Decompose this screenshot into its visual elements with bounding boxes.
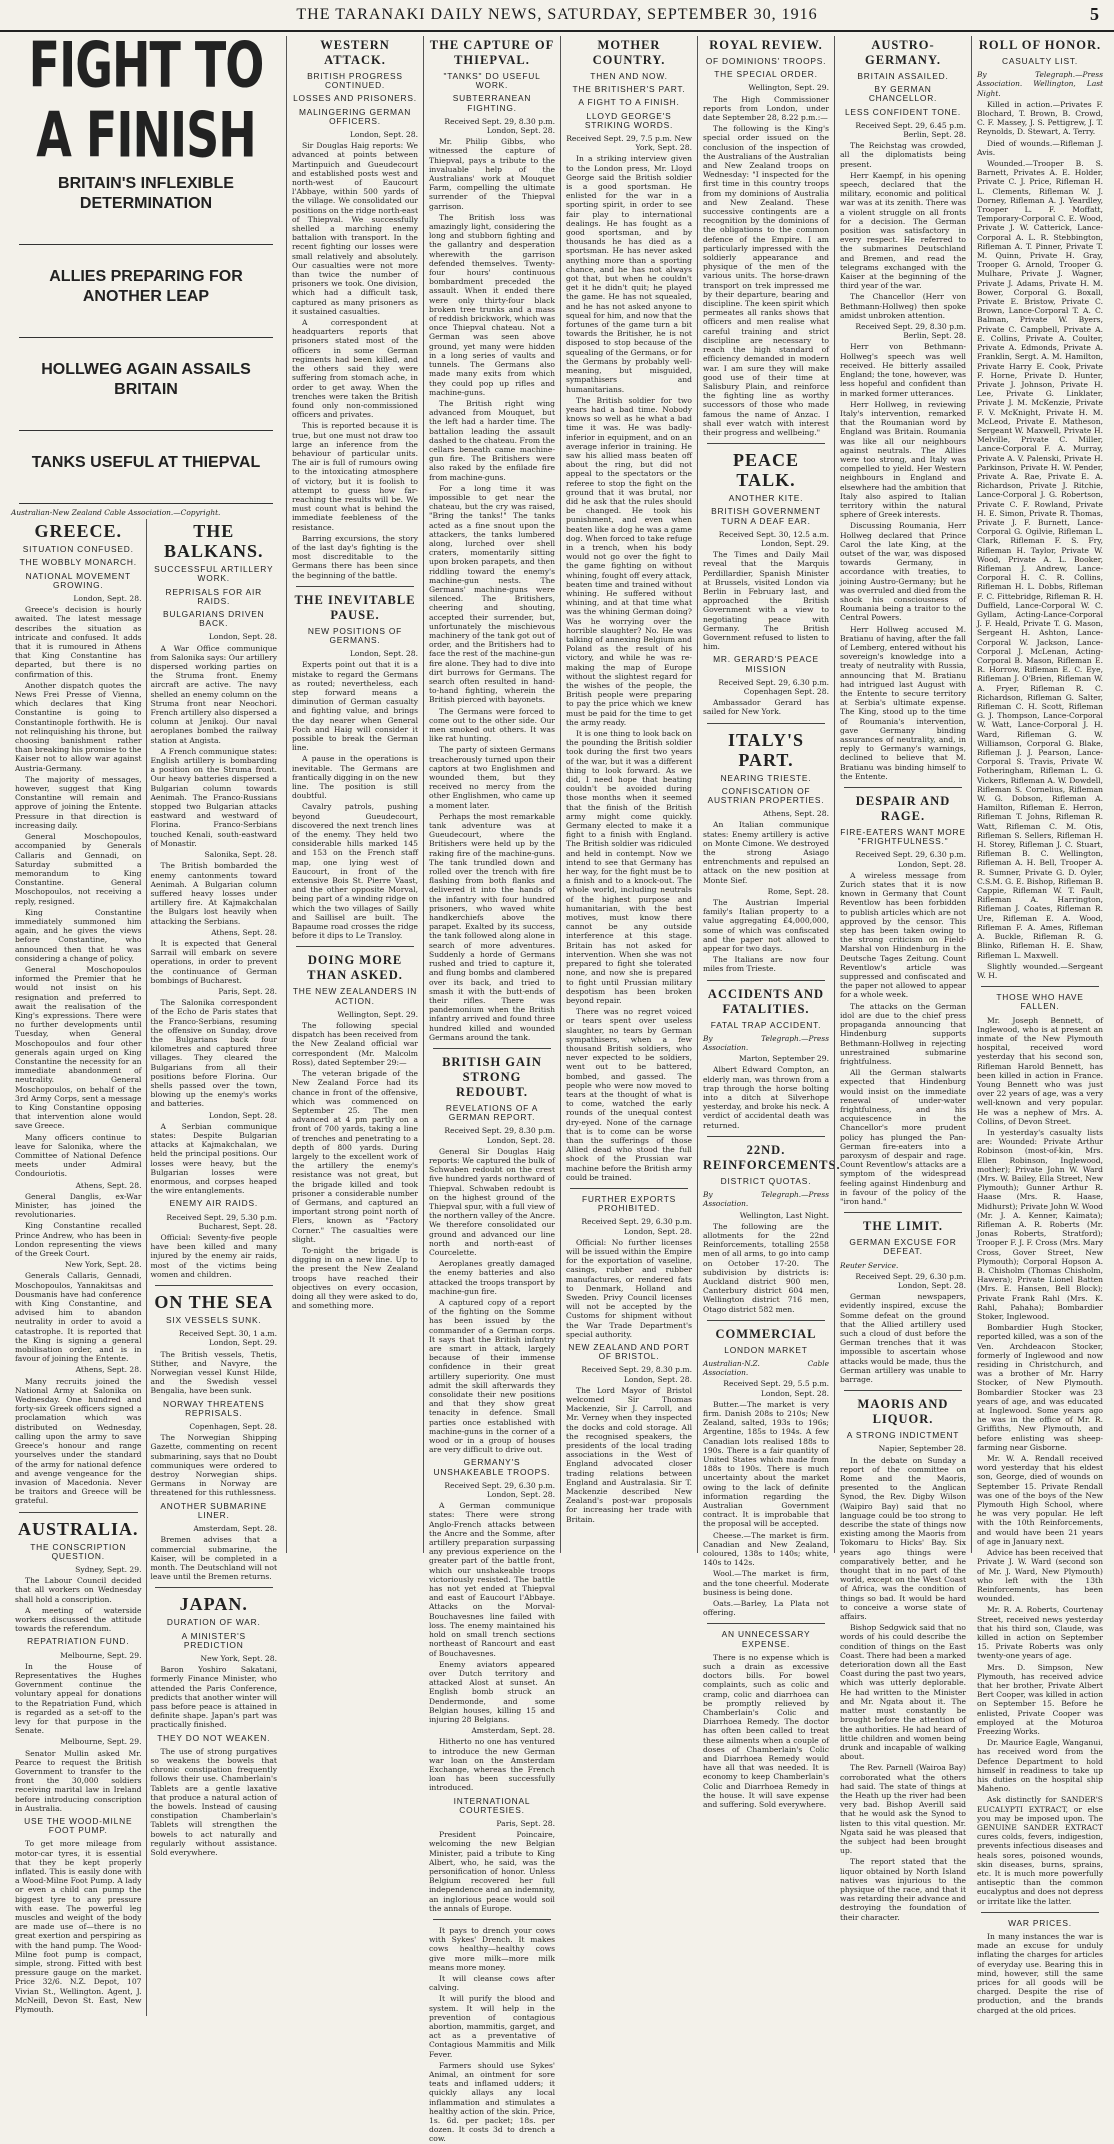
banner-rule xyxy=(19,337,273,338)
article-paragraph: The Austrian Imperial family's Italian property to a value aggregating £4,000,000, some of which was confiscated and the paper not allowed to appear for two days. xyxy=(703,898,829,954)
dateline: Melbourne, Sept. 29. xyxy=(60,1737,142,1747)
article-paragraph: General Moschopoulos informed the Premier that he would not insist on his resignation and preferred to await the realisation of the King's expressions. There were no further developments until Tuesday, when General Moschopoulos and four other generals again urged on King Constantine the necessity for an immediate abandonment of neutrality. General Moschopoulos, on behalf of the 3rd Army Corps, sent a message to King Constantine opposing that intervention alone would save Greece. xyxy=(15,964,142,1131)
dateline: Received Sept. 29, 6.30 p.m. London, Sept. 28. xyxy=(855,1271,966,1290)
article-paragraph: The British soldier for two years had a bad time. Nobody knows so well as he what a bad time it was. He was badly-inferior in equipment, and on an average inferior in training. He saw his allied mass beaten off about the ring, but did not appeal to the spectators or the referee to stop the fight on the ground that it was brutal, nor did he ask that the rules should be changed. He took his punishment, and even when beaten like a dog he was a game dog. When forced to take refuge in a trench, when his body would not go over the fight to the game fighting on without whining, fought off every attack, beaten time and trained without whining. He suffered without whining, and at that time what was the whining German doing? Was he worrying over the horrible slaughter? No. He was talking of annexing Belgium and Poland as the result of his victory, and while he was re-making the map of Europe without the slightest regard for the wishes of the people, the British people were preparing to pay the price which we knew must be paid for the time to get the army ready. xyxy=(566,395,692,727)
article-paragraph: Official: Seventy-five people have been killed and many injured by the enemy air raids, most of the victims being women and children. xyxy=(150,1233,277,1279)
article-paragraph: Cavalry patrols, pushing beyond Gueudecourt, discovered the next trench lines of the enemy. They held two considerable hills marked 145 and 153 on the French staff map, one lying west of Eaucourt, in front of the extensive Bois St. Pierre Vaast, and the other opposite Morval, being part of a winding ridge on which the two villages of Sailly and Saillisel are built. The Bapaume road crosses the ridge before it dips to Le Transloy. xyxy=(292,802,418,941)
western-sub-2: LOSSES AND PRISONERS. xyxy=(293,93,417,104)
article-paragraph: The following is the King's special order issued on the conclusion of the inspection of the Australians of the Australian and New Zealand troops on Wednesday: "I inspected for the first time in this country troops from my dominions of Australia and New Zealand. These successive contingents are a recognition by the dominions of the obligations to the common defence of the Empire. I am particularly impressed with the soldierly appearance and physique of the men of the various units. The horse-drawn transport on trek impressed me by their departure, bearing and discipline. The keen spirit which permeates all ranks shows that officers and men realise what careful training and strict discipline are necessary to reach the high standard of efficiency demanded in modern war. I am sure they will make good use of their time at Salisbury Plain, and reinforce the fighting line as worthy successors of those who made famous the name of Anzac. I shall ever watch with interest their progress and wellbeing." xyxy=(703,124,829,437)
dateline: Wellington, Sept. 29. xyxy=(337,1009,418,1019)
article-paragraph: Mrs. D. Simpson, New Plymouth, has received advice that her brother, Private Albert Bert Cooper, was killed in action on September 15. Before he enlisted, Private Cooper was employed at the Moturoa Freezing Works. xyxy=(977,1662,1103,1736)
dateline: Marton, September 29. xyxy=(738,1054,829,1064)
article-paragraph: To-night the brigade is digging in on a new line. Up to the present the New Zealand troops have reached their objectives on every occasion, doing all they were asked to do, and something more. xyxy=(292,1245,418,1311)
article-paragraph: Oats.—Barley, La Plata not offering. xyxy=(703,1599,829,1618)
article-paragraph: There was no regret voiced or tears spent over useless slaughter, no tears by German sympathisers, when a few thousand British soldiers, who never expected to be soldiers, went out to be battered, bombed, and gassed. The people who were now moved to tears at the thought of what is to come, watched the early rounds of the unequal contest dry-eyed. None of the carnage that is to come can be worse than the sufferings of those Allied dead who stood the full shock of the Prussian war machine before the British army could be trained. xyxy=(566,1007,692,1182)
page-number: 5 xyxy=(1090,4,1100,24)
article-paragraph: Herr Hollweg, in reviewing Italy's intervention, remarked that the Roumanian word by England was Britain. Roumania was like all our neighbours against neutrals. The Allies were too strong, and Italy was compelled to yield. Her Western neighbours in England and elsewhere had the ambition that Italy also aspired to Italian territory within the natural sphere of Greek interests. xyxy=(840,399,966,520)
peace-sub-1: ANOTHER KITE. xyxy=(728,493,804,504)
article-paragraph: President Poincaire, welcoming the new Belgian Minister, paid a tribute to King Albert, who, he said, was the personification of honor. Unless Belgium recovered her full independence and an indemnity, an inglorious peace would soil the annals of Europe. xyxy=(429,1830,555,1913)
commercial-title: COMMERCIAL xyxy=(715,1326,817,1341)
accidents-title: ACCIDENTS AND FATALITIES. xyxy=(707,986,825,1016)
masthead-title: THE TARANAKI DAILY NEWS, SATURDAY, SEPTEMBER 30, 1916 xyxy=(296,6,818,23)
japan-title: JAPAN. xyxy=(179,1594,248,1615)
roll-title: ROLL OF HONOR. xyxy=(978,38,1102,52)
article-paragraph: Hitherto no one has ventured to introduce the new German war loan on the Amsterdam Exchange, whereas the French loan has been successfully introduced. xyxy=(429,1737,555,1793)
article-paragraph: Greece's decision is hourly awaited. The latest message describes the situation as intricate and confused. It adds that it is rumoured in Athens that King Constantine has departed, but there is no confirmation of this. xyxy=(15,605,142,679)
dateline: London, Sept. 28. xyxy=(349,649,418,659)
casualty-paragraph: Slightly wounded.—Sergeant W. H. xyxy=(977,961,1103,980)
column-mother-country xyxy=(560,36,697,1553)
dateline: Athens, Sept. 28. xyxy=(763,809,829,819)
article-paragraph: The use of strong purgatives so weakens the bowels that chronic constipation frequently follows their use. Chamberlain's Tablets are a gentle laxative that produce a natural action of the bowels. Instead of causing constipation Chamberlain's Tablets will strengthen the bowels to act naturally and regularly without assistance. Sold everywhere. xyxy=(150,1746,277,1857)
article-paragraph: Many recruits joined the National Army at Salonika on Wednesday. One hundred and forty-six Greek officers signed a proclamation which was distributed on Wednesday, calling upon the army to save Greece's honour and range yourselves under the standard of the army for national defence and avenge vengeance for the invasion of Macedonia. Never be traitors and Greece will be grateful. xyxy=(15,1376,142,1506)
banner-sub-3: HOLLWEG AGAIN ASSAILS BRITAIN xyxy=(41,361,251,398)
divider xyxy=(707,723,825,724)
limit-sub-1: GERMAN EXCUSE FOR DEFEAT. xyxy=(849,1237,957,1257)
article-paragraph: In the debate on Sunday a report of the committee on Rome and the Maoris, presented to the Anglican Synod, the Rev. Digby Wilson (Waipiro Bay) said that no language could be too strong to describe the state of things now existing among the Maoris from Tokomaru to Hicks' Bay. Six years ago things were comparatively better, and he thought that in no part of the world, except on the West Coast of Africa, was the condition of things so bad. It would be hard to conceive a worse state of affairs. xyxy=(840,1455,966,1622)
article-paragraph: The British right wing advanced from Mouquet, but the left had a harder time. The battalion leading the assault dashed to the chateau. From the cellars beneath came machine-gun fire. The Britishers were also raked by the enfilade fire from machine-guns. xyxy=(429,398,555,482)
article-paragraph: For a long time it was impossible to get near the chateau, but the cry was raised, "Bring the tanks!" The tanks acted as a fine snout upon the attackers, the tanks lumbered along, lurched over shell craters, momentarily sitting upon broken parapets, and then riddling toward the enemy's machine-gun nests. The Germans' machine-guns were silenced. The Britishers, cheering and shouting, accepted their surrender, but, unfortunately the mischievous machinery of the tank got out of order, and the Britishers had to face the rest of the machine-gun fire alone. They had to dive into dirt burrows for Germans. The search often resulted in hand-to-hand fighting, wherein the British pierced with bayonets. xyxy=(429,483,555,705)
austro-title: AUSTRO-GERMANY. xyxy=(865,38,941,67)
masthead xyxy=(0,0,1114,32)
australia-sub-1: THE CONSCRIPTION QUESTION. xyxy=(30,1541,127,1561)
article-paragraph: The Norwegian Shipping Gazette, commenting on recent submarining, says that no Doubt communiques were ordered to destroy Norwegian ships. Germans in Norway are threatened for this ruthlessness. xyxy=(150,1433,277,1498)
dateline: Salonika, Sept. 28. xyxy=(204,850,277,860)
column-1 xyxy=(6,28,286,2015)
dateline: Received Sept. 29, 8.30 p.m. London, Sept. 28. xyxy=(444,116,555,136)
article-paragraph: Mr. Philip Gibbs, who witnessed the capture of Thiepval, pays a tribute to the invaluable help of the Australians' work at Mouquet Farm, compelling the ultimate surrender of the Thiepval garrison. xyxy=(429,137,555,211)
dateline: Athens, Sept. 28. xyxy=(75,1365,142,1375)
article-paragraph: It is one thing to look back on the pounding the British soldier took during the first two years of the war, but it was a different thing to look forward. As we did, I need hope that beating couldn't be avoided during those months when it seemed that the finish of the British army might come quickly. Germany elected to make it a fight to a finish with England. The British soldier was ridiculed and held in contempt. Now we intend to see that Germany has her way, for the fight must be to a finish and to a knock-out. The whole world, including neutrals of the highest purpose and humanitarian, with the best motives, must know there cannot be any outside interference at this stage. Britain has not asked for intervention. When she was not prepared to fight she tolerated none, and now she is prepared to fight until Prussian military despotism has been broken beyond repair. xyxy=(566,729,692,1005)
article-paragraph: King Constantine recalled Prince Andrew, who has been in London representing the views of the Greek Court. xyxy=(15,1221,142,1259)
despair-sub-1: FIRE-EATERS WANT MORE "FRIGHTFULNESS." xyxy=(840,827,966,847)
divider xyxy=(155,1587,274,1588)
article-paragraph: The Chancellor (Herr von Bethmann-Hollweg) then spoke amidst unbroken attention. xyxy=(840,292,966,320)
article-paragraph: Herr von Bethmann-Hollweg's speech was well received. He bitterly assailed England; the tone, however, was less hopeful and confident than in marked former utterances. xyxy=(840,342,966,398)
divider xyxy=(844,1212,962,1213)
royal-title: ROYAL REVIEW. xyxy=(709,38,823,52)
dateline: Received Sept. 29, 8.30 p.m. London, Sept. 28. xyxy=(581,1365,692,1384)
article-paragraph: The Times and Daily Mail reveal that the Marquis Perdillardier, Spanish Minister at Brussels, visited London via Berlin in February last, and approached the British Government with a view to negotiating peace with Germany. The British Government refused to listen to him. xyxy=(703,550,829,652)
article-paragraph: Herr Kaempf, in his opening speech, declared that the military, economic and political war was at its zenith. There was a violent struggle on all fronts for a decision. The German position was satisfactory in every respect. He referred to the submarines Deutschland and Bremen, and read the telegrams exchanged with the Kaiser at the beginning of the third year of the war. xyxy=(840,170,966,291)
dateline: Received Sept. 29, 6.45 p.m. Berlin, Sept. 28. xyxy=(855,120,966,140)
reinforcements-title: 22ND. REINFORCEMENTS. xyxy=(703,1142,841,1172)
article-paragraph: The Rev. Parnell (Wairoa Bay) corroborated what the others had said. The state of things at the Heath up the river had been very bad. Bishop Averill said that he would ask the Synod to listen to this vital question. Mr. Ngata said he was pleased that the subject had been brought up. xyxy=(840,1763,966,1856)
article-paragraph: Many officers continue to leave for Salonika, where the Committee of National Defence meets under Admiral Condouriotis. xyxy=(15,1132,142,1179)
two-column-section xyxy=(11,519,281,2016)
column-western-attack xyxy=(286,36,423,1553)
article-paragraph: Discussing Roumania, Herr Hollweg declared that Prince Carol the late King, at the outset of the war, was disposed towards Germany, in accordance with treaties, to joining Austro-Germany; but he was overruled and died from the shock his consciousness of Roumania being a traitor to the Central Powers. xyxy=(840,521,966,623)
divider xyxy=(433,1919,551,1920)
divider xyxy=(433,1048,551,1049)
dateline: Amsterdam, Sept. 28. xyxy=(471,1726,555,1736)
article-paragraph: Bombardier Hugh Stocker, reported killed, was a son of the Ven. Archdeacon Stocker, formerly of Inglewood and now residing in Christchurch, and was a brother of Mr. Harry Stocker, of New Plymouth. Bombardier Stocker was 23 years of age, and was educated at Inglewood. Some years ago he was in the office of Mr. R. Griffiths, New Plymouth, and before enlisting was sheep-farming near Gisborne. xyxy=(977,1323,1103,1452)
accidents-sub-1: FATAL TRAP ACCIDENT. xyxy=(710,1019,822,1030)
article-paragraph: To get more mileage from motor-car tyres, it is essential that they be kept properly inflated. This is easily done with a Wood-Milne Foot Pump. A lady or even a child can pump the biggest tyre to any pressure with ease. The powerful leg muscles and weight of the body are made use of—there is no great exertion and perspiring as with the hand pump. The Wood-Milne foot pump is compact, simple, strong. Fitted with best pressure gauge on the market. Price 32/6. N.Z. Depot, 107 Vivian St., Wellington. Agent, J. McNeill, Devon St. East, New Plymouth. xyxy=(15,1839,142,2015)
article-paragraph: Herr Hollweg accused M. Bratianu of having, after the fall of Lemberg, entered without his sovereign's knowledge into a treaty of neutrality with Russia, announcing that M. Bratianu had intrigued last August with the Entente to secure territory at Serbia's ultimate expense. The King, stood up to the time of Roumania's intervention, gave Germany binding assurances of neutrality, and, in reply to Germany's warnings, declined to believe that M. Bratianu was binding himself to the Entente. xyxy=(840,624,966,781)
australia-title: AUSTRALIA. xyxy=(17,1518,139,1539)
balkans-sub-4: ENEMY AIR RAIDS. xyxy=(169,1198,258,1209)
dateline: Paris, Sept. 28. xyxy=(218,986,277,996)
column-austro-germany xyxy=(834,36,971,1922)
dateline: Received Sept. 29, 5.30 p.m. Bucharest, Sept. 28. xyxy=(166,1212,277,1231)
austro-sub-1: BRITAIN ASSAILED. xyxy=(857,71,949,81)
dateline: Received Sept. 29, 6.30 p.m. London, Sept. 28. xyxy=(581,1217,692,1236)
article-paragraph: Albert Edward Compton, an elderly man, was thrown from a trap through the horse bolting into a ditch at Silverhope yesterday, and broke his neck. A verdict of accidental death was returned. xyxy=(703,1065,829,1130)
article-paragraph: Enemy aviators appeared over Dutch territory and attacked Alost at sunset. An English bomb struck an Dendermonde, and some Belgian houses, killing 15 and injuring 28 Belgians. xyxy=(429,1659,555,1724)
article-paragraph: Another dispatch quotes the News Frei Presse of Vienna, which declares that King Constantine is going to Constantinople forthwith. He is not relinquishing his throne, but choosing banishment rather than breaking his promise to the Kaiser not to allow war against Austria-Germany. xyxy=(15,680,142,773)
capture-sub-2: SUBTERRANEAN FIGHTING. xyxy=(452,93,532,113)
divider xyxy=(981,1912,1099,1913)
article-paragraph: Mr. R. A. Roberts, Courtenay Street, received news yesterday that his third son, Claude, was killed in action on September 15. Private Roberts was only twenty-one years of age. xyxy=(977,1605,1103,1661)
article-paragraph: A Serbian communique states: Despite Bulgarian attacks at Kajmakchalan, we held the principal positions. Our losses were heavy, but the Bulgarian losses were enormous, and corpses heaped the wire entanglements. xyxy=(150,1121,277,1196)
dateline: London, Sept. 28. xyxy=(208,1110,277,1120)
credit: By Telegraph.—Press Association. xyxy=(703,1033,829,1053)
article-paragraph: Ambassador Gerard has sailed for New York. xyxy=(703,698,829,717)
austro-sub-3: LESS CONFIDENT TONE. xyxy=(844,106,962,117)
article-paragraph: In yesterday's casualty lists are: Wounded: Private Arthur Robinson (most-of-kin, Mrs. Ellen Robinson, Inglewood, mother); Private John W. Ward (Mrs. W. Bailey, Ella Street, New Plymouth); Gunner Arthur R. Haase (Mrs. R. Haase, Midhurst); Private John W. Wood (Mr. J. A. Kenner, Kaimata); Rifleman A. R. Roberts (Mr. Jonas Roberts, Stratford); Trooper F. J. F. Cross (Mrs. Mary Cross, Gover Street, New Plymouth); Corporal Hopson A. B. Chisholm (Thomas Chisholm, Hawera); Private Lionel Batten (Mrs. E. Hansen, Bell Block); Private Frank Rahl (Mrs. K. Rahl, Pahaha); Bombardier Stoker, Inglewood. xyxy=(977,1127,1103,1322)
article-paragraph: King Constantine immediately summoned him again, and he gives the views before Constantine, who announced then that he was considering a change of policy. xyxy=(15,907,142,963)
column-roll-of-honor xyxy=(971,36,1108,2015)
article-paragraph: Dr. Maurice Eagle, Wanganui, has received word from the Defence Department to hold himself in readiness to take up his duties on the hospital ship Maheno. xyxy=(977,1738,1103,1794)
article-paragraph: Generals Callaris, Gennadi, Moschopoulos, Yannakitsas and Dousmanis have had conference with King Constantine, and advised him to abandon neutrality in order to avoid a catastrophe. It is reported that the King is signing a general mobilisation order, and is in favour of joining the Entente. xyxy=(15,1271,142,1364)
dateline: Wellington, Sept. 29. xyxy=(748,83,829,93)
italy-title: ITALY'S PART. xyxy=(727,729,805,770)
advert-paragraph: Farmers should use Sykes' Animal, an ointment for sore teats and inflamed udders; it quickly allays any local inflammation and stimulates a healthy action of the skin. Price, 1s. 6d. per packet; 18s. per dozen. It costs 3d to drench a cow. xyxy=(429,2060,555,2144)
balkans-sub-3: BULGARIANS DRIVEN BACK. xyxy=(162,609,265,629)
dateline: Athens, Sept. 28. xyxy=(211,927,277,937)
reinforcements-sub-1: DISTRICT QUOTAS. xyxy=(720,1175,812,1186)
credit: Reuter Service. xyxy=(840,1260,899,1270)
article-paragraph: Wool.—The market is firm, and the tone cheerful. Moderate business is being done. xyxy=(703,1569,829,1597)
article-paragraph: A French communique states: English artillery is bombarding a position on the Struma front. Our heavy batteries dispersed a Bulgarian column towards Aenimah. The Franco-Russians stopped two Bulgarian attacks eastward and westward of Florina. Franco-Serbians touched Kenali, south-eastward of Monastir. xyxy=(150,746,277,848)
mother-sub-4: LLOYD GEORGE'S STRIKING WORDS. xyxy=(584,110,674,130)
article-paragraph: The British bombarded the enemy cantonments toward Aenimah. A Bulgarian column suffered heavy losses under artillery fire. At Kajmakchalan the Bulgars lost heavily when attacking the Serbians. xyxy=(150,861,277,926)
article-paragraph: Barring excursions, the story of the last day's fighting is the most discreditable to the Germans there has been since the beginning of the battle. xyxy=(292,533,418,580)
italy-sub-1: NEARING TRIESTE. xyxy=(720,772,812,783)
advert-paragraph: There is no expense which is such a drain as excessive doctors bills. For bowel complaints, such as colic and cramp, colic and diarrhoea can be promptly relieved by Chamberlain's Colic and Diarrhoea Remedy. The doctor has often been called to treat these ailments when a couple of doses of Chamberlain's Colic and Diarrhoea Remedy would have all that was needed. It is economy to keep Chamberlain's Colic and Diarrhoea Remedy in the house. It will save expense and suffering. Sold everywhere. xyxy=(703,1652,829,1810)
greece-sub-2: THE WOBBLY MONARCH. xyxy=(19,557,137,568)
exports-title: FURTHER EXPORTS PROHIBITED. xyxy=(581,1193,677,1214)
article-paragraph: A pause in the operations is inevitable. The Germans are frantically digging in on the new line. The position is still doubtful. xyxy=(292,754,418,801)
dateline: London, Sept. 28. xyxy=(73,594,142,604)
casualty-paragraph: Killed in action.—Privates F. Blochard, T. Brown, B. Crowd, C. F. Massey, J. S. Pettigrew, J. T. Reynolds, D. Stewart, A. Terry. xyxy=(977,99,1103,137)
dateline: Received Sept. 29, 6.30 p.m. Copenhagen Sept. 28. xyxy=(718,677,829,696)
article-paragraph: A captured copy of a report of the fighting on the Somme has been issued by the commander of a German corps. It says that the British infantry are smart in attack, largely because of their immense confidence in their great artillery superiority. One must admit the skill afterwards they consolidate their new positions and that they show great tenacity in defence. Small parties once established with machine-guns in the corner of a wood or in a group of houses are very difficult to drive out. xyxy=(429,1297,555,1455)
article-paragraph: In a striking interview given to the London press, Mr. Lloyd George said the British soldier is a good sportsman. He enlisted for the war in a sporting spirit, in order to see fair play to international dealings. He has fought as a good sportsman, and by thousands he has died as a sportsman. He has never asked anything more than a sporting chance, and he has not always got that, but when he couldn't get it he didn't quit; he played the game. He has not squealed, and he has not asked anyone to squeal for him, and now that the fortunes of the game turn a bit towards the Britisher, he is not disposed to stop because of the squealing of the Germans, or for the Germans by probably well-meaning, but misguided, sympathisers and humanitarians. xyxy=(566,154,692,394)
article-paragraph: Official: No further licenses will be issued within the Empire for the exportation of vaseline, casings, rubber and rubber manufactures, or rendered fats to Denmark, Holland and Sweden. Privy Council licenses will not be accepted by the Customs for shipment without the War Trade Department's special authority. xyxy=(566,1237,692,1339)
article-paragraph: The Salonika correspondent of the Echo de Paris states that the Franco-Serbians, resuming the offensive on Sunday, drove the Bulgarians back four kilometres and captured three villages. They cleared the Bulgarians from all their positions before Florina. Our shells passed over the town, blowing up the enemy's works and batteries. xyxy=(150,998,277,1109)
redoubt-sub-1: REVELATIONS OF A GERMAN REPORT. xyxy=(445,1102,539,1123)
article-paragraph: The attacks on the German idol are due to the chief press propaganda announcing that Hindenburg supports Bethmann-Hollweg in rejecting unrestrained submarine frightfulness. xyxy=(840,1001,966,1066)
greece-sub-1: SITUATION CONFUSED. xyxy=(22,544,134,555)
royal-sub-2: THE SPECIAL ORDER. xyxy=(714,69,818,80)
dateline: Napier, September 28. xyxy=(878,1444,966,1454)
article-paragraph: A wireless message from Zurich states that it is now known in Germany that Count Reventlow has been forbidden to publish articles which are not approved by the censor. This step has been taken owing to the strong criticism on Field-Marshal von Hindenburg in the Deutsche Tages Zeitung. Count Reventlow's article was suppressed and confiscated and the paper not allowed to appear for a whole week. xyxy=(840,870,966,1000)
article-paragraph: General Moschopoulos, accompanied by Generals Callaris and Gennadi, on Saturday submitted a memorandum to King Constantine. General Moschopoulos, not receiving a reply, resigned. xyxy=(15,832,142,906)
divider xyxy=(844,1390,962,1391)
western-title: WESTERN ATTACK. xyxy=(320,38,390,67)
banner-sub-4: TANKS USEFUL AT THIEPVAL xyxy=(31,454,261,471)
more-title: DOING MORE THAN ASKED. xyxy=(307,953,403,983)
dateline: Melbourne, Sept. 29. xyxy=(60,1650,142,1660)
expense-title: AN UNNECESSARY EXPENSE. xyxy=(721,1629,811,1649)
article-paragraph: The veteran brigade of the New Zealand Force had its chance in front of the offensive, which was commenced on September 25. The men advanced at 4 pm partly on a front of 700 yards, taking a line of trenches and penetrating to a depth of 800 yards. During largely to the excellent work of the artillery the enemy's resistance was not great, but the brigade killed and took prisoner a considerable number of Germans, and captured an important strong point north of Flers, known as "Factory Corner." The casualties were slight. xyxy=(292,1069,418,1244)
article-paragraph: A correspondent at headquarters reports that prisoners stated most of the officers in some German regiments had been killed, and the others said they were suffering from stomach ache, in order to get away. When the trenches were taken the British found only non-commissioned officers and privates. xyxy=(292,318,418,420)
divider xyxy=(707,1136,825,1137)
article-paragraph: Bremen advises that a commercial submarine, the Kaiser, will be completed in a month. The Deutschland will not leave until the Bremen returns. xyxy=(150,1535,277,1582)
capture-title: THE CAPTURE OF THIEPVAL. xyxy=(429,38,555,67)
australia-sub-3: USE THE WOOD-MILNE FOOT PUMP. xyxy=(24,1816,133,1836)
article-paragraph: The British vessels, Thetis, Stither, and Navyre, the Norwegian vessel Kunst Hilde, and the Swedish vessel Bengalia, have been sunk. xyxy=(150,1349,277,1396)
banner-sub-1: BRITAIN'S INFLEXIBLE DETERMINATION xyxy=(58,175,234,212)
balkans-title: THE BALKANS. xyxy=(163,521,264,562)
japan-sub-2: A MINISTER'S PREDICTION xyxy=(181,1630,246,1650)
austro-sub-2: BY GERMAN CHANCELLOR. xyxy=(868,84,938,104)
article-paragraph: A War Office communique from Salonika says: Our artillery dispersed working parties on the Struma front. Enemy aircraft are active. The navy shelled an enemy column on the Struma front near Neochori. French artillery also dispersed a column at Jenikoj. Our naval aeroplanes bombed the railway station at Angista. xyxy=(150,643,277,745)
dateline: Copenhagen, Sept. 28. xyxy=(189,1422,277,1432)
bristol-title: NEW ZEALAND AND PORT OF BRISTOL. xyxy=(568,1342,690,1362)
casualty-paragraph: Wounded.—Trooper B. S. Barnett, Privates A. E. Holder, Private C. J. Price, Rifleman H. L. Clements, Rifleman W. J. Dorney, Rifleman A. J. Yeardley, Trooper L. F. Moffatt, Temporary-Corporal C. E. Wood, Private J. W. Catterick, Lance-Corporal A. L. R. Stebbington, Rifleman A. T. Pinner, Private T. M. Quinn, Private H. Gray, Trooper G. Arnold, Trooper G. Mulhare, Private J. Wagner, Private J. Adams, Private H. M. Bower, Corporal G. Boxall, Private E. Bristow, Private C. Brown, Lance-Corporal T. A. C. Balman, Private W. Byers, Private C. Campbell, Private A. E. Collins, Private A. Coulter, Private A. Edmonds, Private A. Franklin, Sergt. A. M. Hamilton, Private Harry E. Cook, Private F. Horne, Private D. Hunter, Private J. Johnson, Private H. Lee, Private G. Linklater, Private J. M. McKenzie, Private F. V. McKnight, Private H. M. McLeod, Private E. Matheson, Sergeant W. Maxwell, Private H. Melville, Private C. Miller, Lance-Corporal F. A. Murray, Private A. V. Palenski, Private H. Parkinson, Private H. W. Pender, Private A. Rae, Private E. A. Richardson, Private J. Ritchie, Lance-Corporal J. G. Robertson, Private C. F. Rowland, Private H. E. Simon, Private R. Thomas, Private J. F. Burnett, Lance-Corporal G. Ogilvie, Rifleman L. Clark, Rifleman F. S. Fry, Rifleman H. Taylor, Private W. Wood, Private A. L. Booker, Rifleman J. Andrew, Lance-Corporal H. C. R. Collins, Rifleman H. L. Dobbs, Rifleman F. C. Fittebridge, Rifleman R. H. Duffield, Lance-Corporal W. C. Gyllam, Acting-Lance-Corporal J. F. Heald, Private T. G. Mason, Sergeant H. Ashton, Lance-Corporal W. Jackson, Lance-Corporal J. McLenan, Acting-Corporal B. Mason, Rifleman E. R. Horrow, Rifleman E. C. Eye, Rifleman J. O'Brien, Rifleman W. A. Fryer, Rifleman R. C. Richardson, Rifleman G. Salter, Rifleman C. H. Scott, Rifleman G. J. Thompson, Lance-Corporal W. Watt, Lance-Corporal J. H. Ward, Rifleman G. W. Williamson, Corporal G. Blake, Rifleman J. J. Pearson, Lance-Corporal S. Travis, Private W. Fotheringham, Rifleman L. G. Vickers, Rifleman A. W. Dowdell, Rifleman S. Cornelius, Rifleman W. G. Dobson, Rifleman A. Hamilton, Rifleman E. Herron, Rifleman T. Johns, Rifleman R. Watt, Rifleman C. M. Otis, Rifleman S. Sellers, Rifleman H. H. Storey, Rifleman J. C. Stuart, Rifleman B. C. Wellington, Rifleman A. H. Bell, Trooper A. R. Sumner, Private G. D. Oyler, C.S.M. G. E. Bishop, Rifleman B. Cappie, Rifleman W. T. Fault, Rifleman A. Harrington, Rifleman J. Coates, Rifleman R. Ure, Rifleman E. A. Wood, Rifleman F. A. Ames, Rifleman A. Buckle, Rifleman R. G. Blinko, Rifleman H. E. Shaw, Rifleman L. Maxwell. xyxy=(977,159,1103,960)
dateline: Amsterdam, Sept. 28. xyxy=(193,1524,277,1534)
divider xyxy=(296,946,414,947)
column-thiepval xyxy=(423,36,560,2144)
maoris-sub-1: A STRONG INDICTMENT xyxy=(846,1430,960,1441)
courtesies-title: INTERNATIONAL COURTESIES. xyxy=(453,1795,531,1815)
article-paragraph: The Reichstag was crowded, all the diplomatists being present. xyxy=(840,141,966,169)
despair-title: DESPAIR AND RAGE. xyxy=(855,794,951,824)
balkans-sub-1: SUCCESSFUL ARTILLERY WORK. xyxy=(154,564,274,584)
pause-title: THE INEVITABLE PAUSE. xyxy=(294,592,416,622)
mother-sub-3: A FIGHT TO A FINISH. xyxy=(578,97,680,108)
limit-title: THE LIMIT. xyxy=(863,1219,943,1234)
article-paragraph: Mr. W. A. Rendall received word yesterday that his eldest son, George, died of wounds on September 15. Private Rendall was one of the boys of the New Plymouth High School, where he was very popular. He left with the 10th Reinforcements, and would have been 21 years of age in January next. xyxy=(977,1454,1103,1546)
divider xyxy=(570,1188,688,1189)
article-paragraph: General Danglis, ex-War Minister, has joined the revolutionaries. xyxy=(15,1191,142,1220)
roll-sub-1: CASUALTY LIST. xyxy=(1001,56,1079,66)
article-paragraph: A German communique states: There were strong Anglo-French attacks between the Ancre and the Somme, after artillery preparation surpassing any previous experience on the greater part of the battle front, which our unshakeable troops victoriously resisted. The battle has not yet ended at Thiepval and east of Eaucourt l'Abbaye. Attacks on the Morval-Bouchavesnes line failed with loss. The enemy maintained his hold on small trench sections northeast of Rancourt and east of Bouchavesnes. xyxy=(429,1501,555,1658)
divider xyxy=(155,1285,274,1286)
article-paragraph: Bishop Sedgwick said that no words of his could describe the condition of things on the East Coast. There had been a marked deterioration down all the East Coast during the past two years, which was utterly deplorable. He had written to the Minister and Mr. Ngata about it. The matter must constantly be brought before the attention of the authorities. He had heard of little children and women being drunk and incapable of walking about. xyxy=(840,1623,966,1762)
banner-credit: Australian-New Zealand Cable Association.—Copyright. xyxy=(11,508,221,517)
divider xyxy=(296,586,414,587)
dateline: New York, Sept. 28. xyxy=(200,1653,277,1663)
dateline: Received Sept. 29, 7.5 p.m. New York, Sept. 28. xyxy=(566,134,692,153)
divider xyxy=(981,986,1099,987)
royal-sub-1: OF DOMINIONS' TROOPS. xyxy=(705,56,827,66)
unshakeable-title: GERMANY'S UNSHAKEABLE TROOPS. xyxy=(433,1457,551,1477)
greece-sub-3: NATIONAL MOVEMENT GROWING. xyxy=(25,570,131,590)
article-paragraph: The party of sixteen Germans treacherously turned upon their captors at two Englishmen and wounded them, but they received no mercy from the other Englishmen, who came up a moment later. xyxy=(429,745,555,810)
banner-headline: FIGHT TO A FINISH xyxy=(28,28,264,172)
divider xyxy=(707,443,825,444)
article-paragraph: The majority of messages, however, suggest that King Constantine will remain and approve of joining the Entente. Pressure in that direction is increasing daily. xyxy=(15,774,142,830)
article-paragraph: The following special dispatch has been received from the New Zealand official war correspondent (Mr. Malcolm Ross), dated September 29:— xyxy=(292,1021,418,1067)
italy-sub-2: CONFISCATION OF AUSTRIAN PROPERTIES. xyxy=(707,785,825,805)
dateline: London, Sept. 28. xyxy=(208,632,277,642)
article-paragraph: Aeroplanes greatly damaged the enemy batteries and also attacked the troops transport by machine-gun fire. xyxy=(429,1259,555,1296)
dateline: Received Sept. 30, 12.5 a.m. London, Sept. 29. xyxy=(718,529,829,548)
banner-rule xyxy=(19,430,273,431)
australia-sub-2: REPATRIATION FUND. xyxy=(27,1636,130,1647)
casualty-paragraph: Died of wounds.—Rifleman J. Avis. xyxy=(977,138,1103,157)
divider xyxy=(707,980,825,981)
peace-sub-3: MR. GERARD'S PEACE MISSION xyxy=(713,654,819,674)
advert-paragraph: In many instances the war is made an excuse for unduly inflating the charges for articles of everyday use. Bearing this in mind, however, still the same prices for all goods will be charged. Despite the rise of production, and the brands charged at the old prices. xyxy=(977,1932,1103,2015)
maoris-title: MAORIS AND LIQUOR. xyxy=(857,1397,949,1427)
banner-rule xyxy=(19,244,273,245)
article-paragraph: The High Commissioner reports from London, under date September 28, 8.22 p.m.:— xyxy=(703,94,829,123)
western-sub-1: BRITISH PROGRESS CONTINUED. xyxy=(307,71,403,91)
divider xyxy=(707,1623,825,1624)
article-paragraph: The Italians are now four miles from Trieste. xyxy=(703,955,829,974)
greece-column xyxy=(11,519,146,2016)
article-paragraph: Cheese.—The market is firm. Canadian and New Zealand, coloured, 138s to 140s; white, 140s to 142s. xyxy=(703,1530,829,1568)
sea-title: ON THE SEA xyxy=(154,1292,274,1313)
article-paragraph: The report stated that the liquor obtained by North Island natives was injurious to the physique of the race, and that it was retarding their advance and destroying the foundation of their character. xyxy=(840,1857,966,1922)
mother-sub-1: THEN AND NOW. xyxy=(590,71,668,81)
article-paragraph: The following are the allotments for the 22nd Reinforcements, totalling 2558 men of all arms, to go into camp on October 17-20. The subdivision by districts is: Auckland district 900 men, Canterbury district 604 men, Wellington district 716 men, Otago district 582 men. xyxy=(703,1221,829,1314)
article-paragraph: Butter.—The market is very firm. Danish 208s to 210s; New Zealand, salted, 193s to 196s; Argentine, 185s to 194s. A few Canadian lots realised 188s to 190s. There is a fair quantity of United States which made from 188s to 190s. There is much uncertainty about the market owing to the lack of definite information regarding the Australian Government contract. It is improbable that the proposal will be accepted. xyxy=(703,1399,829,1529)
article-paragraph: Baron Yoshiro Sakatani, formerly Finance Minister, who attended the Paris Conference, predicts that another winter will pass before peace is attained in definite shape. Japan's part was practically finished. xyxy=(150,1665,277,1730)
divider xyxy=(19,1512,138,1513)
article-paragraph: Sir Douglas Haig reports: We advanced at points between Martinpuich and Gueudecourt and established posts west and north-west of Eaucourt l'Abbaye, within 500 yards of the village. We consolidated our positions on the ridge north-east of Thiepval. We successfully shelled a marching enemy battalion with transport. In the recent fighting our losses were small relatively and absolutely. Our casualties were not more than twice the number of prisoners we took. One division, which had a difficult task, captured as many prisoners as it sustained casualties. xyxy=(292,141,418,316)
dateline: London, Sept. 28. xyxy=(349,130,418,140)
dateline: Received Sept. 29, 8.30 p.m. London, Sept. 28. xyxy=(444,1126,555,1145)
article-paragraph: It is expected that General Sarrail will embark on severe operations, in order to prevent the continuance of German bombings of Bucharest. xyxy=(150,938,277,985)
article-paragraph: Perhaps the most remarkable tank adventure was at Gueudecourt, where the Britishers were held up by the raking fire of the machine-guns. The tank trundled down and rolled over the trench with fire flashing from both flanks and delivered it into the hands of the infantry with four hundred prisoners, who waved white handkerchiefs above the parapet. Exalted by its success, the tank followed along alone in search of more adventures. Suddenly a horde of Germans rushed and tried to capture it, and flung bombs and clambered over its back, and tried to smash it with the butt-ends of their rifles. There was pandemonium when the British infantry arrived and found three hundred killed and wounded Germans around the tank. xyxy=(429,811,555,1042)
article-paragraph: All the German stalwarts expected that Hindenburg would insist on the immediate renewal of under-water frightfulness, and his acquiescence in the Chancellor's more prudent policy has plunged the Pan-German fire-eaters into a paroxysm of despair and rage. Count Reventlow's attacks are a symptom of the widespread feeling against Hindenburg and in favour of the policy of the "iron hand." xyxy=(840,1068,966,1206)
article-paragraph: An Italian communique states: Enemy artillery is active on Monte Cimone. We destroyed the strong Asiago entrenchments and repulsed an attack on the new position at Monte Sief. xyxy=(703,820,829,885)
dateline: Received Sept. 29, 6.30 p.m. London, Sept. 28. xyxy=(855,850,966,869)
credit: Australian-N.Z. Cable Association. xyxy=(703,1358,829,1378)
peace-sub-2: BRITISH GOVERNMENT TURN A DEAF EAR. xyxy=(711,506,821,526)
sea-sub-1: SIX VESSELS SUNK. xyxy=(165,1315,262,1326)
banner-sub-2: ALLIES PREPARING FOR ANOTHER LEAP xyxy=(49,268,243,305)
article-paragraph: Mr. Joseph Bennett, of Inglewood, who is at present an inmate of the New Plymouth hospital, received word yesterday that his second son, Rifleman Harold Bennett, has been killed in action in France. Young Bennett who was just over 22 years of age, was a very well-known and very popular. He was a nephew of Mrs. A. Collins, of Devon Street. xyxy=(977,1015,1103,1126)
dateline: New York, Sept. 28. xyxy=(64,1260,142,1270)
peace-title: PEACE TALK. xyxy=(732,450,799,491)
article-paragraph: The Lord Mayor of Bristol welcomed Sir Thomas Mackenzie, Sir J. Carroll, and Mr. Verney when they inspected the docks and cold storage. All the recognised speakers, the presidents of the local trading associations in the West of England advocated closer trading relations between England and Australasia. Sir T. Mackenzie described New Zealand's post-war proposals for increasing her trade with Britain. xyxy=(566,1385,692,1524)
western-sub-3: MALINGERING GERMAN OFFICERS. xyxy=(298,106,412,126)
dateline: Wellington, Last Night. xyxy=(739,1210,829,1220)
banner xyxy=(11,28,281,504)
banner-rule xyxy=(19,503,273,504)
credit: By Telegraph.—Press Association. Wellington, Last Night. xyxy=(977,70,1103,98)
dateline: Paris, Sept. 28. xyxy=(496,1818,555,1828)
fallen-title: THOSE WHO HAVE FALLEN. xyxy=(996,992,1084,1012)
balkans-column xyxy=(146,519,282,2016)
more-sub-1: THE NEW ZEALANDERS IN ACTION. xyxy=(292,986,418,1006)
article-paragraph: Advice has been received that Private J. W. Ward (second son of Mr. J. Ward, New Plymouth) who left with the 13th Reinforcements, has been wounded. xyxy=(977,1548,1103,1604)
advert-paragraph: It will purify the blood and system. It will help in the prevention of contagious abortion, mammitis, garget, and act as a preventative of Contagious Mammitis and Milk Fever. xyxy=(429,1994,555,2059)
article-paragraph: The British loss was amazingly light, considering the long and stubborn fighting and the gallantry and desperation wherewith the garrison defended themselves. Twenty-four hours' continuous bombardment preceded the assault. When it ended there were only thirty-four black broken tree trunks and a mass of reddish brickwork, which was once Thiepval chateau. Not a German was seen above ground, yet many were hidden in a long series of vaults and tunnels. The Germans also made many exits from which they could pop up rifles and machine-guns. xyxy=(429,212,555,397)
article-paragraph: This is reported because it is true, but one must not draw too large an inference from the behaviour of particular units. The air is full of rumours owing to the intoxicating atmosphere of victory, but it is foolish to attempt to guess how far-reaching the results will be. We must count what is behind the immediate feebleness of the resistance. xyxy=(292,421,418,532)
dateline: Rome, Sept. 28. xyxy=(767,886,829,896)
article-paragraph: General Sir Douglas Haig reports: We captured the bulk of Schwaben redoubt on the crest five hundred yards northward of Thiepval. Schwaben redoubt is on the highest ground of the Thiepval spur, with a full view of the northern valley of the Ancre. We therefore consolidated our ground and advanced our line north and north-east of Courcelette. xyxy=(429,1146,555,1257)
article-paragraph: Senator Mullin asked Mr. Pearce to request the British Government to transfer to the front the 30,000 soldiers receiving marital law in Ireland before introducing conscription in Australia. xyxy=(15,1748,142,1813)
credit: By Telegraph.—Press Association. xyxy=(703,1190,829,1209)
article-paragraph: Experts point out that it is a mistake to regard the Germans as routed; nevertheless, each step forward means a diminution of German casualty and fighting value, and brings the day nearer when General Foch and Haig will consider it possible to break the German line. xyxy=(292,660,418,753)
sea-sub-3: ANOTHER SUBMARINE LINER. xyxy=(160,1500,268,1520)
japan-sub-3: THEY DO NOT WEAKEN. xyxy=(157,1732,271,1743)
columns xyxy=(6,28,1108,2144)
dateline: Received Sept. 29, 8.30 p.m. Berlin, Sept. 28. xyxy=(855,322,966,341)
divider xyxy=(844,787,962,788)
dateline: Received Sept. 29, 6.30 p.m. London, Sept. 28. xyxy=(444,1480,555,1500)
japan-sub-1: DURATION OF WAR. xyxy=(166,1617,261,1628)
commercial-sub-1: LONDON MARKET xyxy=(724,1344,808,1355)
divider xyxy=(707,1320,825,1321)
advert-paragraph: It pays to drench your cows with Sykes' Drench. It makes cows healthy—healthy cows give more milk—more milk means more money. xyxy=(429,1925,555,1972)
pause-sub-1: NEW POSITIONS OF GERMANS. xyxy=(307,625,403,645)
article-paragraph: A meeting of waterside workers discussed the attitude towards the referendum. xyxy=(15,1605,142,1634)
article-paragraph: The Labour Council decided that all workers on Wednesday shall hold a conscription. xyxy=(15,1576,142,1604)
advert-paragraph: Ask distinctly for SANDER'S EUCALYPTI EXTRACT, or else you may be imposed upon. The GENUINE SANDER EXTRACT cures colds, fevers, indigestion, prevents infectious diseases and heals sores, poisoned wounds, skin diseases, burns, sprains, etc. It is much more powerfully antiseptic than the common eucalyptus and does not depress or irritate like the latter. xyxy=(977,1795,1103,1906)
article-paragraph: The Germans were forced to come out to the other side. Our men smoked out others. It was like rat hunting. xyxy=(429,706,555,744)
greece-title: GREECE. xyxy=(34,521,123,542)
mother-sub-2: THE BRITISHER'S PART. xyxy=(572,84,686,95)
dateline: Received Sept. 29, 5.5 p.m. London, Sept. 28. xyxy=(723,1379,829,1398)
dateline: Sydney, Sept. 29. xyxy=(75,1564,142,1574)
prices-title: WAR PRICES. xyxy=(1008,1917,1072,1928)
redoubt-title: BRITISH GAIN STRONG REDOUBT. xyxy=(442,1054,542,1099)
article-paragraph: German newspapers, evidently inspired, excuse the Somme defeat on the ground that the Allied artillery used such a cloud of dust before the German trenches that it was impossible to ascertain whose attacks would be made, thus the German artillery was unable to barrage. xyxy=(840,1292,966,1384)
dateline: Received Sept. 30, 1 a.m. London, Sept. 29. xyxy=(178,1329,277,1348)
dateline: Athens, Sept. 28. xyxy=(75,1180,142,1190)
article-paragraph: In the House of Representatives the Hughes Government continue the voluntary appeal for donations to the Repatriation Fund, which is regarded as a set-off to the levy for that purpose in the Senate. xyxy=(15,1661,142,1736)
advert-paragraph: It will cleanse cows after calving. xyxy=(429,1974,555,1993)
capture-sub-1: "TANKS" DO USEFUL WORK. xyxy=(443,71,541,91)
sea-sub-2: NORWAY THREATENS REPRISALS. xyxy=(162,1398,265,1418)
balkans-sub-2: REPRISALS FOR AIR RAIDS. xyxy=(165,586,262,606)
column-royal-review xyxy=(697,36,841,1810)
mother-title: MOTHER COUNTRY. xyxy=(592,38,666,67)
